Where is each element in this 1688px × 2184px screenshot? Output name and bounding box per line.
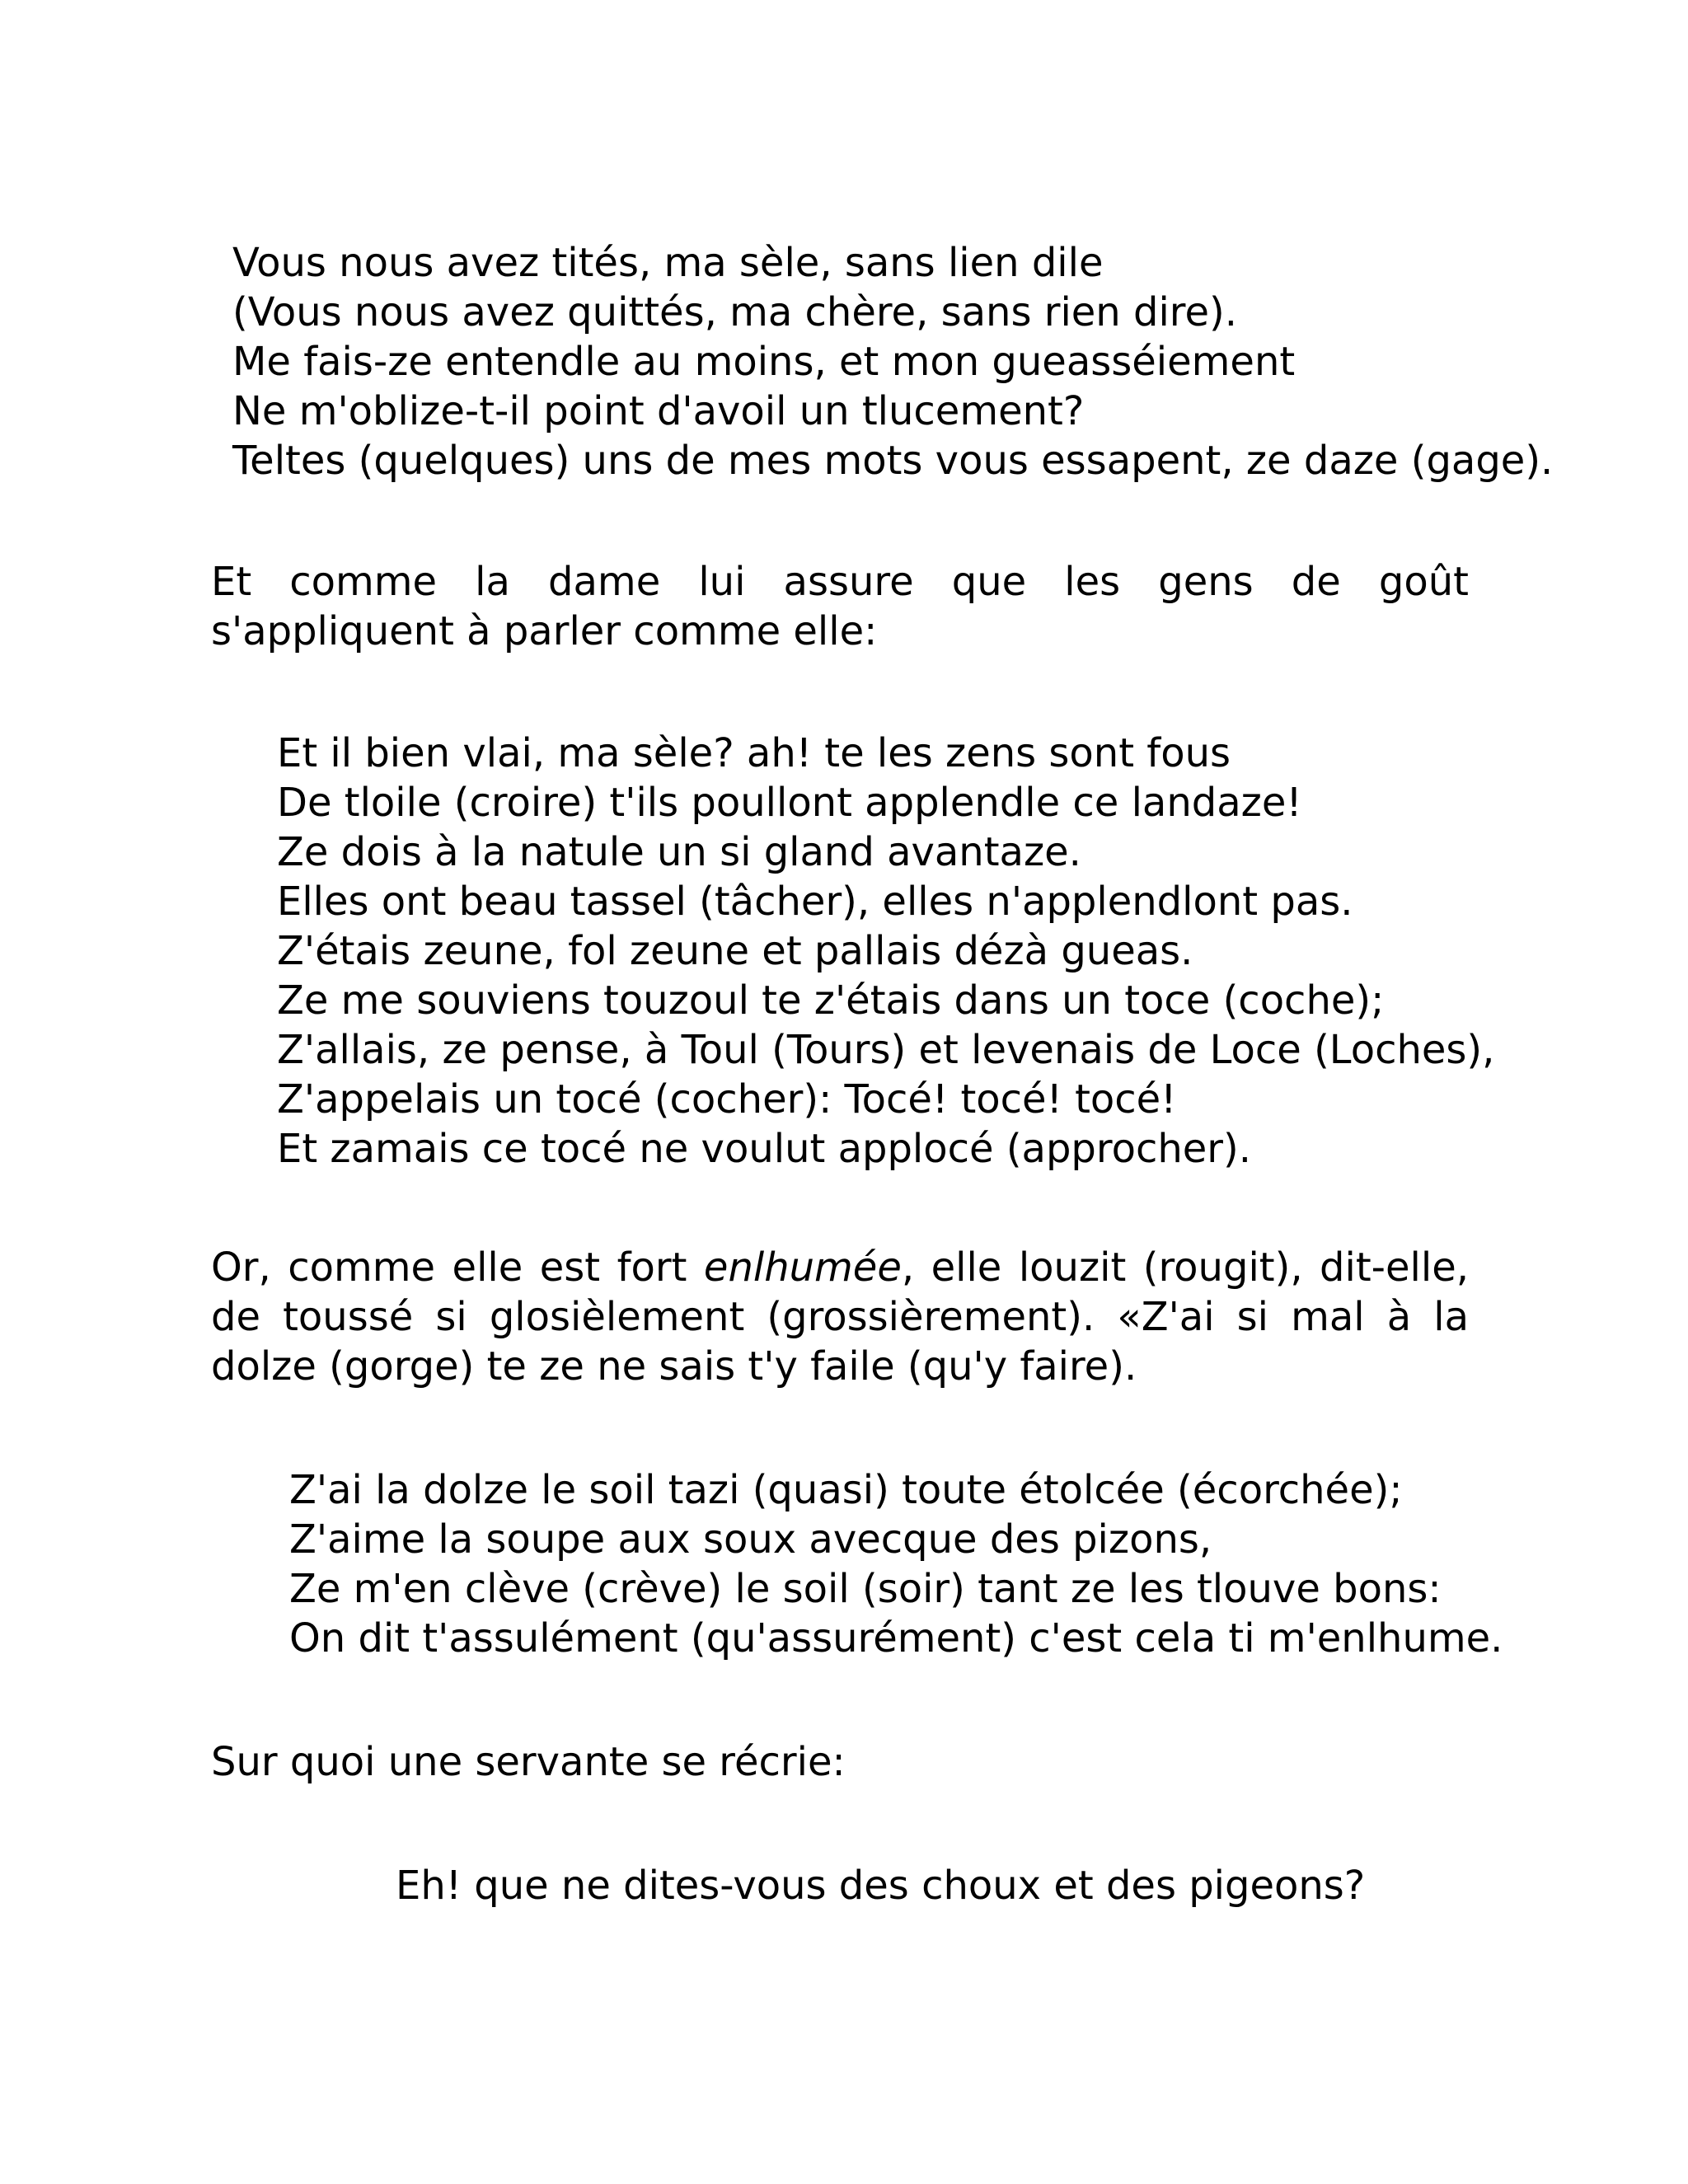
verse-line: Teltes (quelques) uns de mes mots vous essapent, ze daze (gage). <box>232 438 1554 484</box>
verse-line: Et il bien vlai, ma sèle? ah! te les zens sont fous <box>277 730 1231 776</box>
verse-line: Ze m'en clève (crève) le soil (soir) tant ze les tlouve bons: <box>289 1566 1442 1612</box>
verse-line: Z'aime la soupe aux soux avecque des pizons, <box>289 1516 1212 1563</box>
verse-line: Eh! que ne dites-vous des choux et des pigeons? <box>396 1863 1366 1909</box>
verse-line: Elles ont beau tassel (tâcher), elles n'applendlont pas. <box>277 879 1353 925</box>
verse-line: Z'étais zeune, fol zeune et pallais dézà gueas. <box>277 928 1193 974</box>
paragraph-text: , elle louzit (rougit), dit-elle, de toussé si glosièlement (grossièrement). «Z'ai si mal à la dolze (gorge) te ze ne sais t'y faile (qu'y faire). <box>211 1244 1469 1390</box>
verse-line: Z'allais, ze pense, à Toul (Tours) et levenais de Loce (Loches), <box>277 1027 1495 1073</box>
verse-line: Z'ai la dolze le soil tazi (quasi) toute étolcée (écorchée); <box>289 1467 1403 1513</box>
verse-line: Me fais-ze entendle au moins, et mon gueasséiement <box>232 339 1296 385</box>
verse-line: Z'appelais un tocé (cocher): Tocé! tocé! tocé! <box>277 1076 1177 1122</box>
verse-stanza-3 <box>289 1465 1503 1663</box>
prose-paragraph-1: Et comme la dame lui assure que les gens de goût s'appliquent à parler comme elle: <box>211 559 1469 654</box>
verse-stanza-2 <box>277 729 1494 1174</box>
verse-stanza-4 <box>396 1861 1365 1910</box>
verse-line: Ze dois à la natule un si gland avantaze. <box>277 829 1081 875</box>
italic-term: enlhumée <box>703 1244 902 1291</box>
verse-line: Ze me souviens touzoul te z'étais dans un toce (coche); <box>277 977 1385 1024</box>
verse-line: (Vous nous avez quittés, ma chère, sans rien dire). <box>232 289 1237 335</box>
verse-line: On dit t'assulément (qu'assurément) c'est cela ti m'enlhume. <box>289 1615 1503 1661</box>
prose-paragraph-3: Sur quoi une servante se récrie: <box>211 1739 846 1785</box>
verse-line: Vous nous avez tités, ma sèle, sans lien dile <box>232 240 1104 286</box>
verse-line: De tloile (croire) t'ils poullont applendle ce landaze! <box>277 780 1302 826</box>
verse-stanza-1 <box>232 238 1553 485</box>
paragraph-text: Or, comme elle est fort <box>211 1244 704 1291</box>
verse-line: Et zamais ce tocé ne voulut applocé (approcher). <box>277 1126 1251 1172</box>
prose-paragraph-2 <box>211 1243 1469 1391</box>
verse-line: Ne m'oblize-t-il point d'avoil un tlucement? <box>232 388 1085 434</box>
